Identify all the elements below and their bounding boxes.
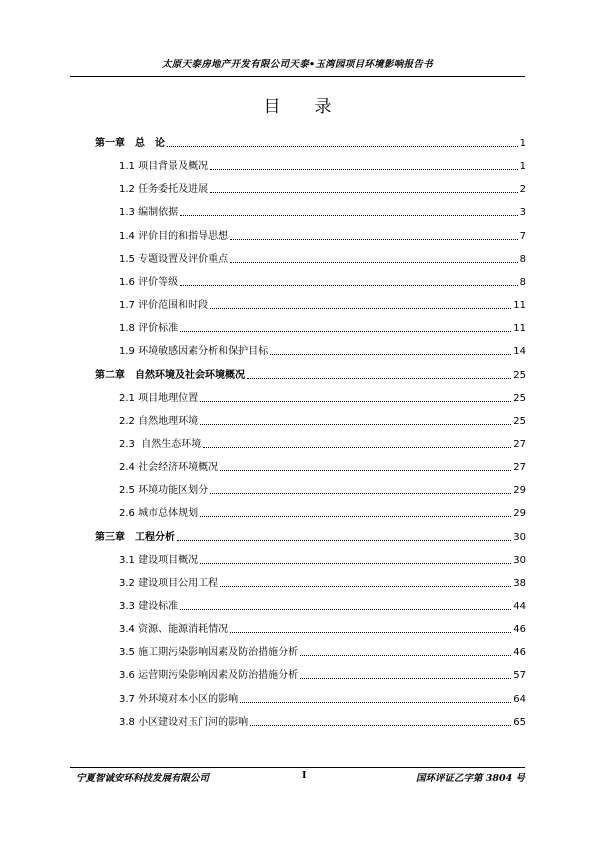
toc-entry-label: 3.6 运营期污染影响因素及防治措施分析 [119,670,299,682]
toc-leader-dots [180,609,511,610]
toc-entry-page: 14 [513,346,526,358]
toc-leader-dots [180,285,518,286]
toc-entry-label: 2.4 社会经济环境概况 [119,462,219,474]
toc-leader-dots [200,563,511,564]
toc-entry-label: 2.2 自然地理环境 [119,415,199,427]
toc-section-entry[interactable] [119,414,526,428]
toc-section-entry[interactable] [119,205,526,219]
toc-leader-dots [200,401,511,402]
toc-entry-page: 27 [513,438,526,450]
footer-company: 宁夏智诚安环科技发展有限公司 [76,773,210,784]
toc-leader-dots [230,239,518,240]
toc-section-entry[interactable] [119,692,526,706]
toc-entry-page: 7 [519,230,526,242]
toc-entry-page: 1 [519,138,526,149]
toc-section-entry[interactable] [119,715,526,729]
toc-entry-page: 2 [519,184,526,196]
toc-section-entry[interactable] [119,437,526,451]
header-divider [70,76,525,77]
toc-leader-dots [210,493,511,494]
toc-leader-dots [230,262,518,263]
toc-entry-page: 44 [513,601,526,612]
toc-leader-dots [200,516,511,517]
toc-leader-dots [210,169,518,170]
toc-entry-label: 3.4 资源、能源消耗情况 [119,624,229,636]
toc-section-entry[interactable] [119,645,526,659]
toc-leader-dots [210,192,518,193]
toc-entry-page: 25 [513,369,526,381]
toc-section-entry[interactable] [119,599,526,613]
toc-entry-page: 8 [519,253,526,265]
toc-leader-dots [180,331,511,332]
page-header: 太原天泰房地产开发有限公司天泰•玉湾园项目环境影响报告书 [162,59,433,70]
toc-entry-label: 2.6 城市总体规划 [119,508,199,520]
toc-title-char-1: 目 [263,97,281,117]
toc-section-entry[interactable] [119,553,526,567]
toc-entry-page: 27 [513,462,526,474]
toc-chapter-entry[interactable] [95,136,526,150]
toc-entry-label: 1.9 环境敏感因素分析和保护目标 [119,346,269,358]
toc-entry-label: 3.2 建设项目公用工程 [119,577,219,589]
toc-section-entry[interactable] [119,668,526,682]
toc-leader-dots [180,215,518,216]
toc-entry-page: 11 [513,323,526,335]
toc-section-entry[interactable] [119,460,526,474]
toc-entry-label: 1.5 专题设置及评价重点 [119,253,229,265]
toc-entry-page: 46 [513,624,526,636]
footer-divider [70,767,525,768]
toc-entry-page: 29 [513,508,526,520]
toc-leader-dots [167,146,518,147]
toc-entry-label: 2.3 自然生态环境 [119,438,202,450]
toc-leader-dots [200,424,511,425]
toc-section-entry[interactable] [119,576,526,590]
toc-chapter-entry[interactable] [95,368,526,382]
toc-section-entry[interactable] [119,483,526,497]
toc-entry-label: 1.7 评价范围和时段 [119,300,209,312]
toc-entry-page: 46 [513,647,526,659]
toc-section-entry[interactable] [119,622,526,636]
toc-entry-label: 3.7 外环境对本小区的影响 [119,693,239,705]
toc-entry-page: 65 [513,716,526,728]
toc-entry-label: 3.1 建设项目概况 [119,554,199,566]
toc-entry-label: 1.1 项目背景及概况 [119,161,209,173]
toc-section-entry[interactable] [119,391,526,405]
footer-page-number: I [302,770,307,781]
toc-leader-dots [250,725,511,726]
toc-entry-label: 1.4 评价目的和指导思想 [119,230,229,242]
toc-entry-label: 3.3 建设标准 [119,601,179,612]
toc-entry-page: 25 [513,415,526,427]
toc-entry-label: 第一章 总 论 [95,138,165,149]
toc-leader-dots [300,678,511,679]
toc-title-char-2: 录 [314,97,332,117]
toc-entry-page: 3 [519,207,526,219]
toc-entry-page: 11 [513,300,526,312]
toc-entry-label: 第三章 工程分析 [95,531,175,543]
toc-entry-label: 1.6 评价等级 [119,276,179,288]
toc-entry-page: 64 [513,693,526,705]
toc-entry-label: 2.5 环境功能区划分 [119,485,209,497]
toc-leader-dots [240,702,511,703]
toc-entry-label: 第二章 自然环境及社会环境概况 [95,369,245,381]
toc-entry-label: 3.8 小区建设对玉门河的影响 [119,716,249,728]
toc-leader-dots [230,632,511,633]
toc-entry-page: 1 [519,161,526,173]
toc-leader-dots [210,308,511,309]
toc-section-entry[interactable] [119,275,526,289]
footer-certificate: 国环评证乙字第 3804 号 [415,773,525,784]
toc-entry-label: 1.8 评价标准 [119,323,179,335]
toc-leader-dots [300,655,511,656]
toc-leader-dots [177,540,511,541]
toc-entry-page: 38 [513,577,526,589]
toc-section-entry[interactable] [119,159,526,173]
toc-entry-page: 30 [513,554,526,566]
toc-section-entry[interactable] [119,182,526,196]
toc-entry-label: 3.5 施工期污染影响因素及防治措施分析 [119,647,299,659]
toc-section-entry[interactable] [119,506,526,520]
toc-section-entry[interactable] [119,298,526,312]
toc-entry-page: 8 [519,276,526,288]
toc-entry-label: 1.2 任务委托及进展 [119,184,209,196]
toc-section-entry[interactable] [119,252,526,266]
toc-entry-label: 1.3 编制依据 [119,207,179,219]
toc-entry-page: 25 [513,392,526,404]
toc-title [0,92,595,117]
toc-leader-dots [220,586,511,587]
toc-leader-dots [220,470,511,471]
toc-entry-page: 57 [513,670,526,682]
toc-section-entry[interactable] [119,229,526,243]
toc-chapter-entry[interactable] [95,530,526,544]
toc-entry-page: 30 [513,531,526,543]
toc-entry-page: 29 [513,485,526,497]
toc-leader-dots [270,354,511,355]
toc-leader-dots [247,378,511,379]
toc-section-entry[interactable] [119,344,526,358]
toc-section-entry[interactable] [119,321,526,335]
toc-entry-label: 2.1 项目地理位置 [119,392,199,404]
toc-leader-dots [203,447,511,448]
